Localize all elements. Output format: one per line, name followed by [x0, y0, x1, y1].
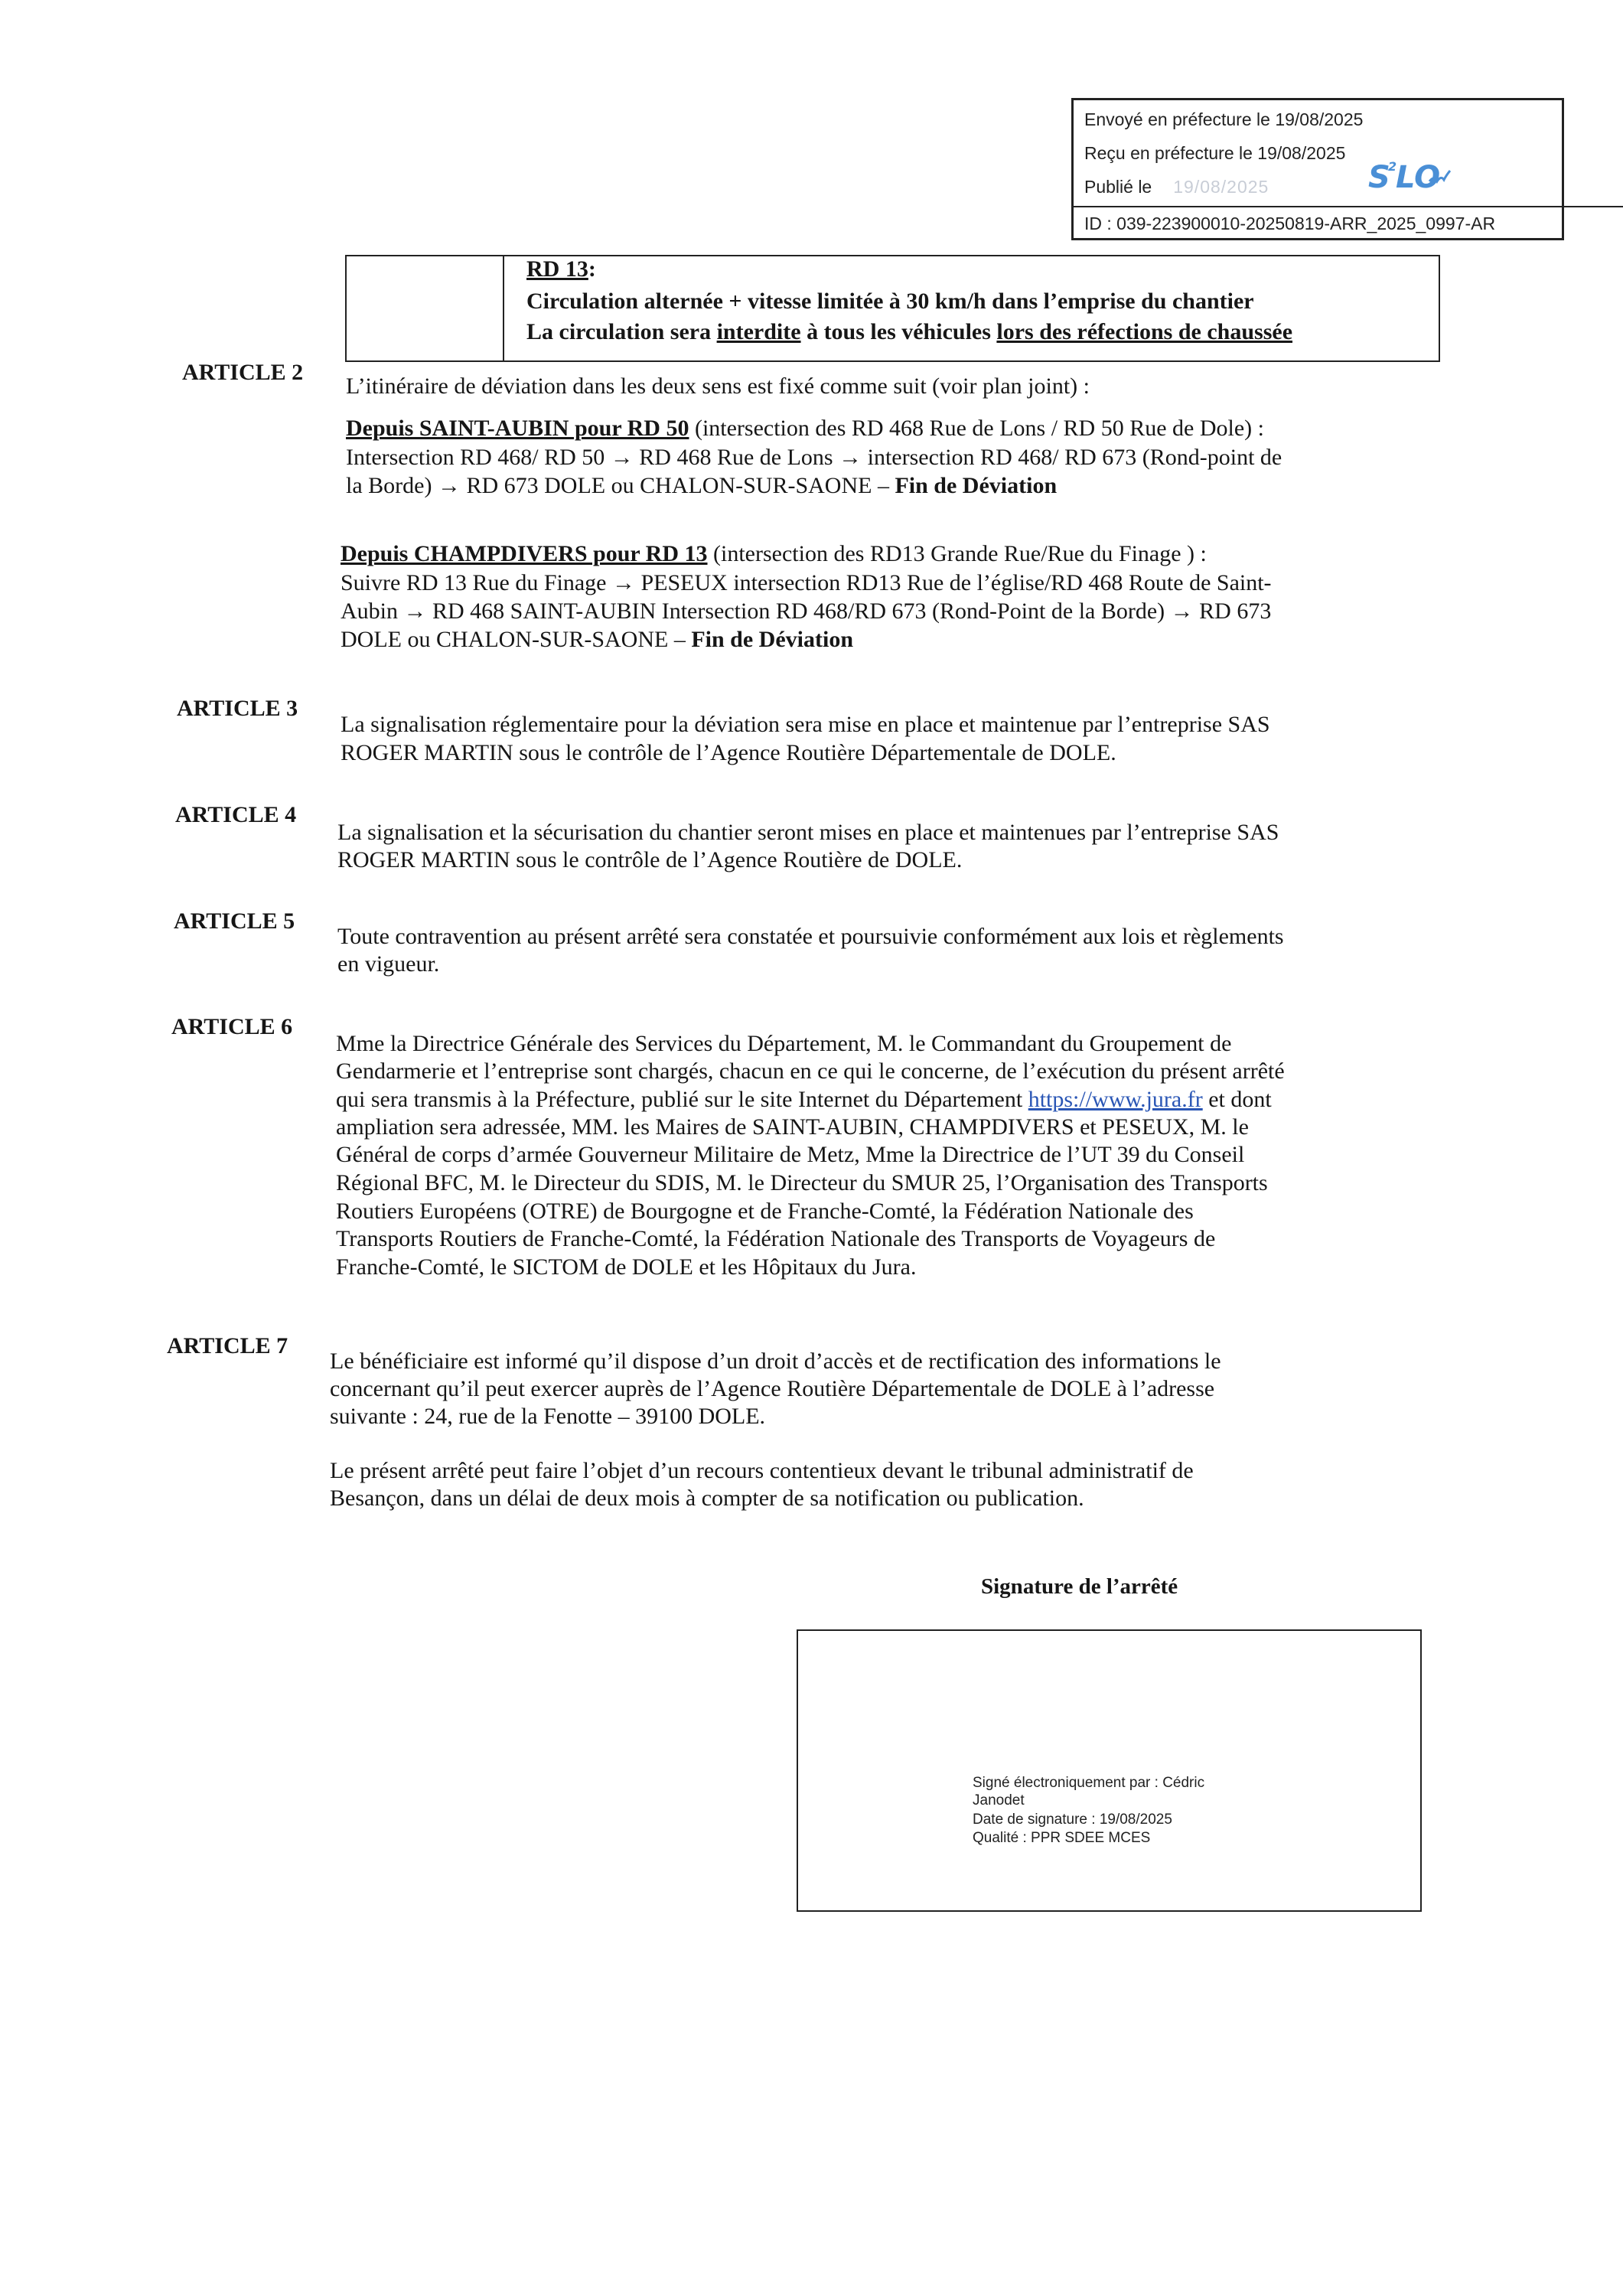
signature-quality: Qualité : PPR SDEE MCES	[973, 1830, 1151, 1846]
rd13-circulation-line: Circulation alternée + vitesse limitée à 30 km/h dans l’emprise du chantier	[526, 289, 1254, 314]
article-5-label: ARTICLE 5	[174, 908, 295, 934]
article-5-line-1: Toute contravention au présent arrêté sera constatée et poursuivie conformément aux lois et règlements	[337, 924, 1284, 949]
article-6-line-2: Gendarmerie et l’entreprise sont chargés, chacun en ce qui le concerne, de l’exécution du présent arrêté	[336, 1058, 1285, 1084]
prefecture-stamp	[1071, 98, 1564, 240]
article-6-line-7: Routiers Européens (OTRE) de Bourgogne et de Franche-Comté, la Fédération Nationale des	[336, 1199, 1194, 1224]
article-3-label: ARTICLE 3	[177, 696, 298, 721]
article-7-line-1: Le bénéficiaire est informé qu’il dispose d’un droit d’accès et de rectification des informations le	[330, 1349, 1221, 1374]
signature-box	[797, 1629, 1422, 1912]
signature-title: Signature de l’arrêté	[981, 1574, 1178, 1599]
article-7-line-3: suivante : 24, rue de la Fenotte – 39100 DOLE.	[330, 1404, 766, 1429]
rd13-heading: RD 13:	[526, 256, 596, 282]
article-6-label: ARTICLE 6	[171, 1014, 293, 1039]
rd13-interdiction-line: La circulation sera interdite à tous les véhicules lors des réfections de chaussée	[526, 319, 1293, 344]
stamp-received-date: Reçu en préfecture le 19/08/2025	[1084, 143, 1346, 163]
route-saint-aubin-end: la Borde) → RD 673 DOLE ou CHALON-SUR-SAONE – Fin de Déviation	[346, 473, 1058, 498]
rd13-table	[345, 255, 1440, 362]
route-champdivers-end: DOLE ou CHALON-SUR-SAONE – Fin de Déviation	[341, 627, 853, 652]
article-4-line-1: La signalisation et la sécurisation du chantier seront mises en place et maintenues par l’entreprise SAS	[337, 820, 1279, 845]
svg-text:2: 2	[1388, 159, 1397, 174]
route-champdivers-line-1: Suivre RD 13 Rue du Finage → PESEUX intersection RD13 Rue de l’église/RD 468 Route de Saint-	[341, 570, 1272, 595]
stamp-published-date: 19/08/2025	[1173, 177, 1269, 197]
svg-text:LO: LO	[1396, 160, 1441, 195]
article-4-line-2: ROGER MARTIN sous le contrôle de l’Agence Routière de DOLE.	[337, 847, 963, 872]
article-6-line-1: Mme la Directrice Générale des Services du Département, M. le Commandant du Groupement de	[336, 1031, 1232, 1056]
recours-line-2: Besançon, dans un délai de deux mois à compter de sa notification ou publication.	[330, 1486, 1084, 1511]
article-6-line-6: Régional BFC, M. le Directeur du SDIS, M. le Directeur du SMUR 25, l’Organisation des Transports	[336, 1170, 1268, 1195]
article-6-line-4: ampliation sera adressée, MM. les Maires de SAINT-AUBIN, CHAMPDIVERS et PESEUX, M. le	[336, 1114, 1249, 1140]
signature-date: Date de signature : 19/08/2025	[973, 1812, 1172, 1828]
stamp-id: ID : 039-223900010-20250819-ARR_2025_0997-AR	[1084, 214, 1496, 233]
article-4-label: ARTICLE 4	[175, 802, 297, 827]
stamp-published-label: Publié le	[1084, 177, 1152, 197]
route-champdivers-line-2: Aubin → RD 468 SAINT-AUBIN Intersection RD 468/RD 673 (Rond-Point de la Borde) → RD 673	[341, 598, 1272, 624]
article-2-intro: L’itinéraire de déviation dans les deux sens est fixé comme suit (voir plan joint) :	[346, 373, 1090, 399]
stamp-sent-date: Envoyé en préfecture le 19/08/2025	[1084, 109, 1364, 129]
article-7-line-2: concernant qu’il peut exercer auprès de l’Agence Routière Départementale de DOLE à l’adresse	[330, 1376, 1215, 1401]
route-saint-aubin-line: Intersection RD 468/ RD 50 → RD 468 Rue de Lons → intersection RD 468/ RD 673 (Rond-point de	[346, 445, 1282, 470]
article-2-label: ARTICLE 2	[182, 360, 304, 385]
route-saint-aubin-heading: Depuis SAINT-AUBIN pour RD 50 (intersection des RD 468 Rue de Lons / RD 50 Rue de Dole) :	[346, 416, 1264, 441]
route-champdivers-heading: Depuis CHAMPDIVERS pour RD 13 (intersection des RD13 Grande Rue/Rue du Finage ) :	[341, 541, 1207, 566]
article-3-line-1: La signalisation réglementaire pour la déviation sera mise en place et maintenue par l’entreprise SAS	[341, 712, 1270, 737]
signature-signed-by: Signé électroniquement par : Cédric	[973, 1775, 1205, 1791]
svg-text:S: S	[1368, 160, 1390, 195]
article-6-line-3: qui sera transmis à la Préfecture, publié sur le site Internet du Département https://www.jura.fr et dont	[336, 1087, 1272, 1112]
jura-website-link[interactable]: https://www.jura.fr	[1028, 1087, 1203, 1112]
article-6-line-5: Général de corps d’armée Gouverneur Militaire de Metz, Mme la Directrice de l’UT 39 du Conseil	[336, 1142, 1245, 1167]
signature-signer-name: Janodet	[973, 1792, 1025, 1808]
stamp-published	[1084, 177, 1269, 197]
article-7-label: ARTICLE 7	[167, 1333, 288, 1358]
article-6-line-8: Transports Routiers de Franche-Comté, la Fédération Nationale des Transports de Voyageurs de	[336, 1226, 1216, 1251]
slo-logo-icon	[1367, 154, 1451, 198]
article-5-line-2: en vigueur.	[337, 951, 440, 977]
table-divider	[503, 256, 504, 360]
article-3-line-2: ROGER MARTIN sous le contrôle de l’Agence Routière Départementale de DOLE.	[341, 740, 1116, 765]
article-6-line-9: Franche-Comté, le SICTOM de DOLE et les Hôpitaux du Jura.	[336, 1254, 917, 1280]
recours-line-1: Le présent arrêté peut faire l’objet d’un recours contentieux devant le tribunal administratif de	[330, 1458, 1194, 1483]
